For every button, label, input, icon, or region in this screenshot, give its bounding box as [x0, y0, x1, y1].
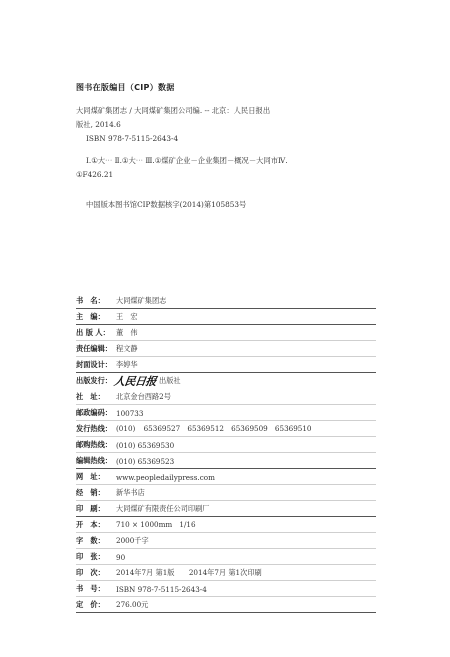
- colophon-row-distribution-hotline: [76, 422, 376, 437]
- row-label: 印 次：: [76, 568, 105, 577]
- colophon-row-format: [76, 518, 376, 533]
- publisher-person-value: 董 伟: [116, 328, 138, 337]
- chief-editor-value: 王 宏: [116, 312, 138, 321]
- format-value: 710 × 1000mm 1/16: [116, 520, 196, 529]
- price-value: 276.00元: [116, 600, 149, 609]
- mail-order-hotline-value: (010) 65369530: [116, 440, 175, 450]
- distribution-hotline-value: (010) 65369527 65369512 65369509 65369510: [116, 424, 312, 433]
- colophon-row-word-count: [76, 534, 376, 549]
- colophon-row-distributor: [76, 486, 376, 501]
- row-label: 编辑热线：: [76, 456, 112, 465]
- colophon-row-mail-order-hotline: [76, 438, 376, 453]
- publisher-logo: 人民日报: [113, 375, 157, 388]
- cip-heading: 图书在版编目（CIP）数据: [76, 83, 175, 92]
- colophon-row-impression: [76, 566, 376, 581]
- colophon-row-website: [76, 470, 376, 485]
- row-label: 邮政编码：: [76, 408, 112, 417]
- colophon-row-book-number: [76, 582, 376, 597]
- cover-design-value: 李婷华: [116, 360, 138, 369]
- colophon-row-postcode: [76, 406, 376, 421]
- row-label: 出 版 人：: [76, 328, 110, 337]
- colophon-row-address: [76, 390, 376, 405]
- book-number-value: ISBN 978-7-5115-2643-4: [116, 584, 207, 594]
- row-label: 书 名：: [76, 296, 105, 305]
- row-label: 定 价：: [76, 600, 105, 609]
- distributor-value: 新华书店: [116, 488, 145, 497]
- editorial-hotline-value: (010) 65369523: [116, 456, 175, 466]
- row-label: 网 址：: [76, 472, 105, 481]
- impression-value: 2014年7月 第1版 2014年7月 第1次印刷: [116, 568, 262, 577]
- row-label: 经 销：: [76, 488, 105, 497]
- row-label: 主 编：: [76, 312, 105, 321]
- row-label: 邮购热线：: [76, 440, 112, 449]
- colophon-row-publisher: [76, 374, 376, 388]
- cip-classification-code: ①F426.21: [76, 170, 114, 179]
- colophon-row-printed-sheets: [76, 550, 376, 565]
- cip-isbn: ISBN 978-7-5115-2643-4: [86, 134, 179, 143]
- row-label: 开 本：: [76, 520, 105, 529]
- cip-classification: Ⅰ.①大⋯ Ⅱ.①大⋯ Ⅲ.①煤矿企业－企业集团－概况－大同市Ⅳ.: [86, 156, 288, 165]
- row-label: 印 刷：: [76, 504, 105, 513]
- word-count-value: 2000千字: [116, 536, 149, 545]
- cip-record-number: 中国版本图书馆CIP数据核字(2014)第105853号: [86, 200, 247, 209]
- responsible-editor-value: 程文静: [116, 344, 138, 353]
- row-label: 出版发行：: [76, 376, 112, 385]
- row-label: 社 址：: [76, 392, 105, 401]
- row-label: 封面设计：: [76, 360, 112, 369]
- address-value: 北京金台西路2号: [116, 392, 171, 401]
- printer-value: 大同煤矿有限责任公司印刷厂: [116, 504, 210, 513]
- row-label: 字 数：: [76, 536, 105, 545]
- colophon-row-publisher-person: [76, 326, 376, 341]
- colophon-row-responsible-editor: [76, 342, 376, 357]
- colophon-row-cover-design: [76, 358, 376, 373]
- row-label: 责任编辑：: [76, 344, 112, 353]
- book-title-value: 大同煤矿集团志: [116, 296, 167, 305]
- colophon-row-printer: [76, 502, 376, 517]
- website-value: www.peopledailypress.com: [116, 472, 215, 482]
- colophon-row-editorial-hotline: [76, 454, 376, 469]
- colophon-row-editor: [76, 310, 376, 325]
- cip-line: 大同煤矿集团志 / 大同煤矿集团公司编. -- 北京：人民日报出: [76, 106, 271, 115]
- printed-sheets-value: 90: [116, 552, 126, 562]
- cip-line: 版社, 2014.6: [76, 120, 121, 129]
- row-label: 书 号：: [76, 584, 105, 593]
- colophon-row-price: [76, 598, 376, 613]
- row-label: 印 张：: [76, 552, 105, 561]
- publisher-value: 出版社: [159, 376, 181, 385]
- row-label: 发行热线：: [76, 424, 112, 433]
- postcode-value: 100733: [116, 408, 144, 418]
- colophon-row-title: [76, 294, 376, 309]
